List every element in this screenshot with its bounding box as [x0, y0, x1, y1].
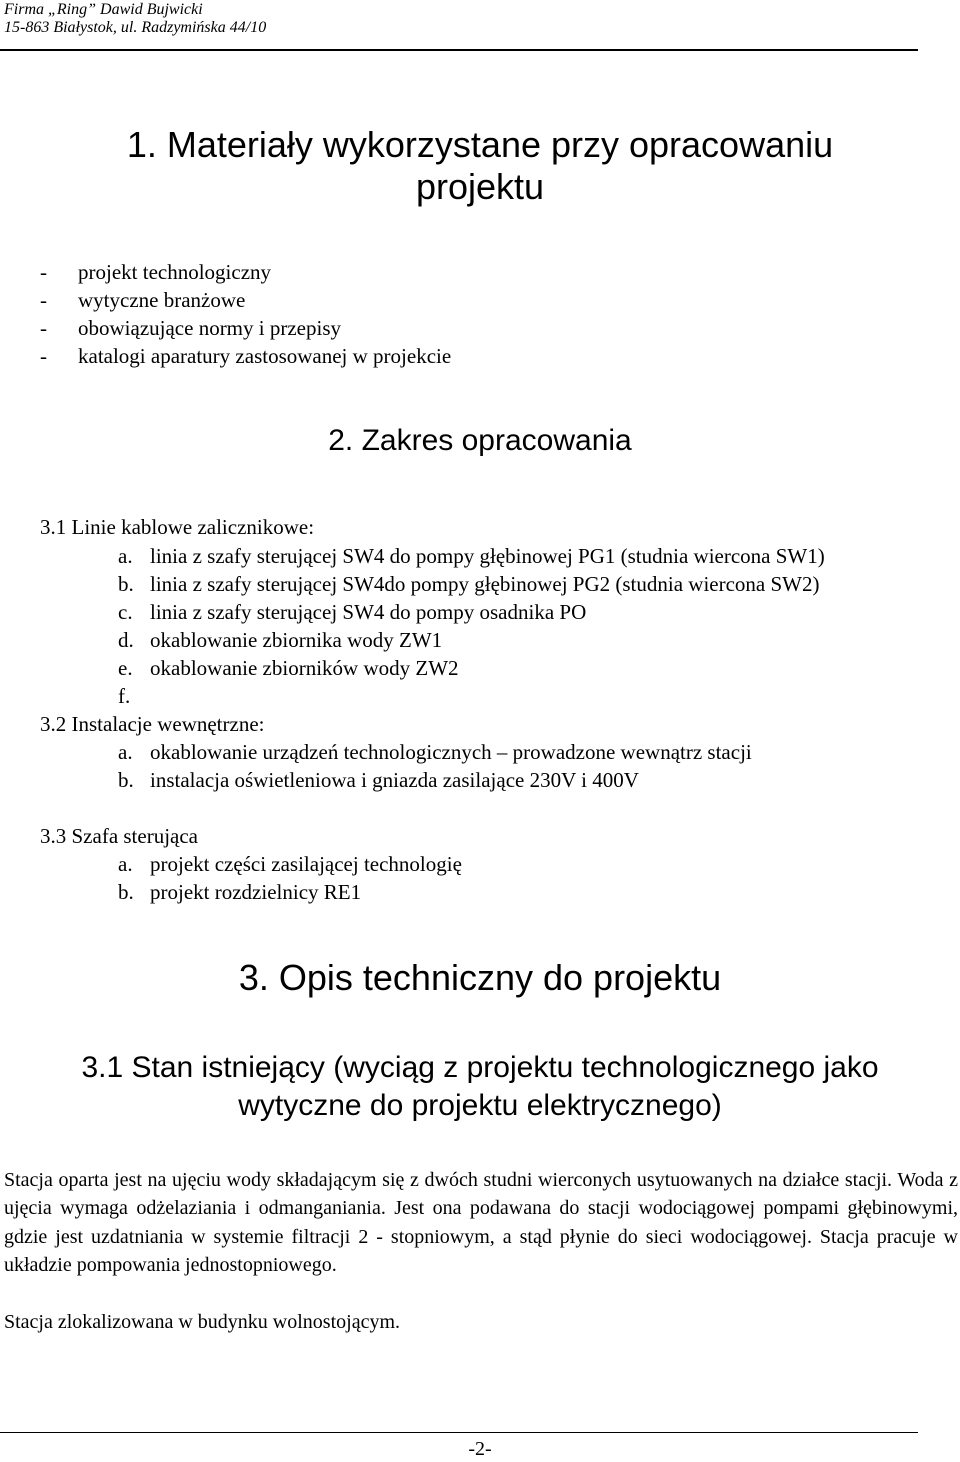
material-list-item: - projekt technologiczny — [40, 260, 272, 284]
location-paragraph: Stacja zlokalizowana w budynku wolnostojącym. — [4, 1311, 401, 1333]
scope-list-item: d. okablowanie zbiornika wody ZW1 — [118, 628, 443, 652]
scope-list-item: b. instalacja oświetleniowa i gniazda zasilające 230V i 400V — [118, 768, 639, 792]
subsection-heading: 3.3 Szafa sterująca — [40, 824, 199, 848]
material-list-item: - wytyczne branżowe — [40, 288, 246, 312]
scope-list-item: b. linia z szafy sterującej SW4do pompy głębinowej PG2 (studnia wiercona SW2) — [118, 572, 820, 596]
description-paragraph: Stacja oparta jest na ujęciu wody składającym się z dwóch studni wierconych usytuowanych na działce stacji. Woda z ujęcia wymaga odżelaziania i odmanganiania. Jest ona podawana do stacji wodociągowej pompami głębinowymi, gdzie jest uzdatniania w systemie filtracji 2 - stopniowym, a stąd płynie do sieci wodociągowej. Stacja pracuje w układzie pompowania jednostopniowego. — [4, 1169, 958, 1277]
section-3-title: 3. Opis techniczny do projektu — [238, 957, 722, 998]
company-address: 15-863 Białystok, ul. Radzymińska 44/10 — [4, 19, 267, 36]
subsection-heading: 3.1 Linie kablowe zalicznikowe: — [40, 515, 315, 539]
material-list-item: - katalogi aparatury zastosowanej w projekcie — [40, 344, 452, 368]
section-1-title-line-2: projektu — [415, 166, 545, 207]
scope-list-item: b. projekt rozdzielnicy RE1 — [118, 880, 362, 904]
scope-list-item: f. — [118, 684, 131, 708]
section-2-title: 2. Zakres opracowania — [328, 424, 632, 457]
scope-list-item: c. linia z szafy sterującej SW4 do pompy osadnika PO — [118, 600, 587, 624]
page-number: -2- — [468, 1438, 492, 1460]
scope-list-item: e. okablowanie zbiorników wody ZW2 — [118, 656, 459, 680]
footer-divider — [0, 1432, 918, 1433]
section-3-1-title-line-1: 3.1 Stan istniejący (wyciąg z projektu technologicznego jako — [81, 1051, 879, 1084]
scope-list-item: a. projekt części zasilającej technologię — [118, 852, 462, 876]
material-list-item: - obowiązujące normy i przepisy — [40, 316, 341, 340]
scope-list-item: a. linia z szafy sterującej SW4 do pompy głębinowej PG1 (studnia wiercona SW1) — [118, 544, 825, 568]
company-name: Firma „Ring” Dawid Bujwicki — [4, 1, 203, 18]
header-divider — [0, 49, 918, 51]
scope-list-item: a. okablowanie urządzeń technologicznych – prowadzone wewnątrz stacji — [118, 740, 752, 764]
section-1-title-line-1: 1. Materiały wykorzystane przy opracowaniu — [126, 124, 834, 165]
subsection-heading: 3.2 Instalacje wewnętrzne: — [40, 712, 265, 736]
section-3-1-title-line-2: wytyczne do projektu elektrycznego) — [238, 1089, 722, 1122]
